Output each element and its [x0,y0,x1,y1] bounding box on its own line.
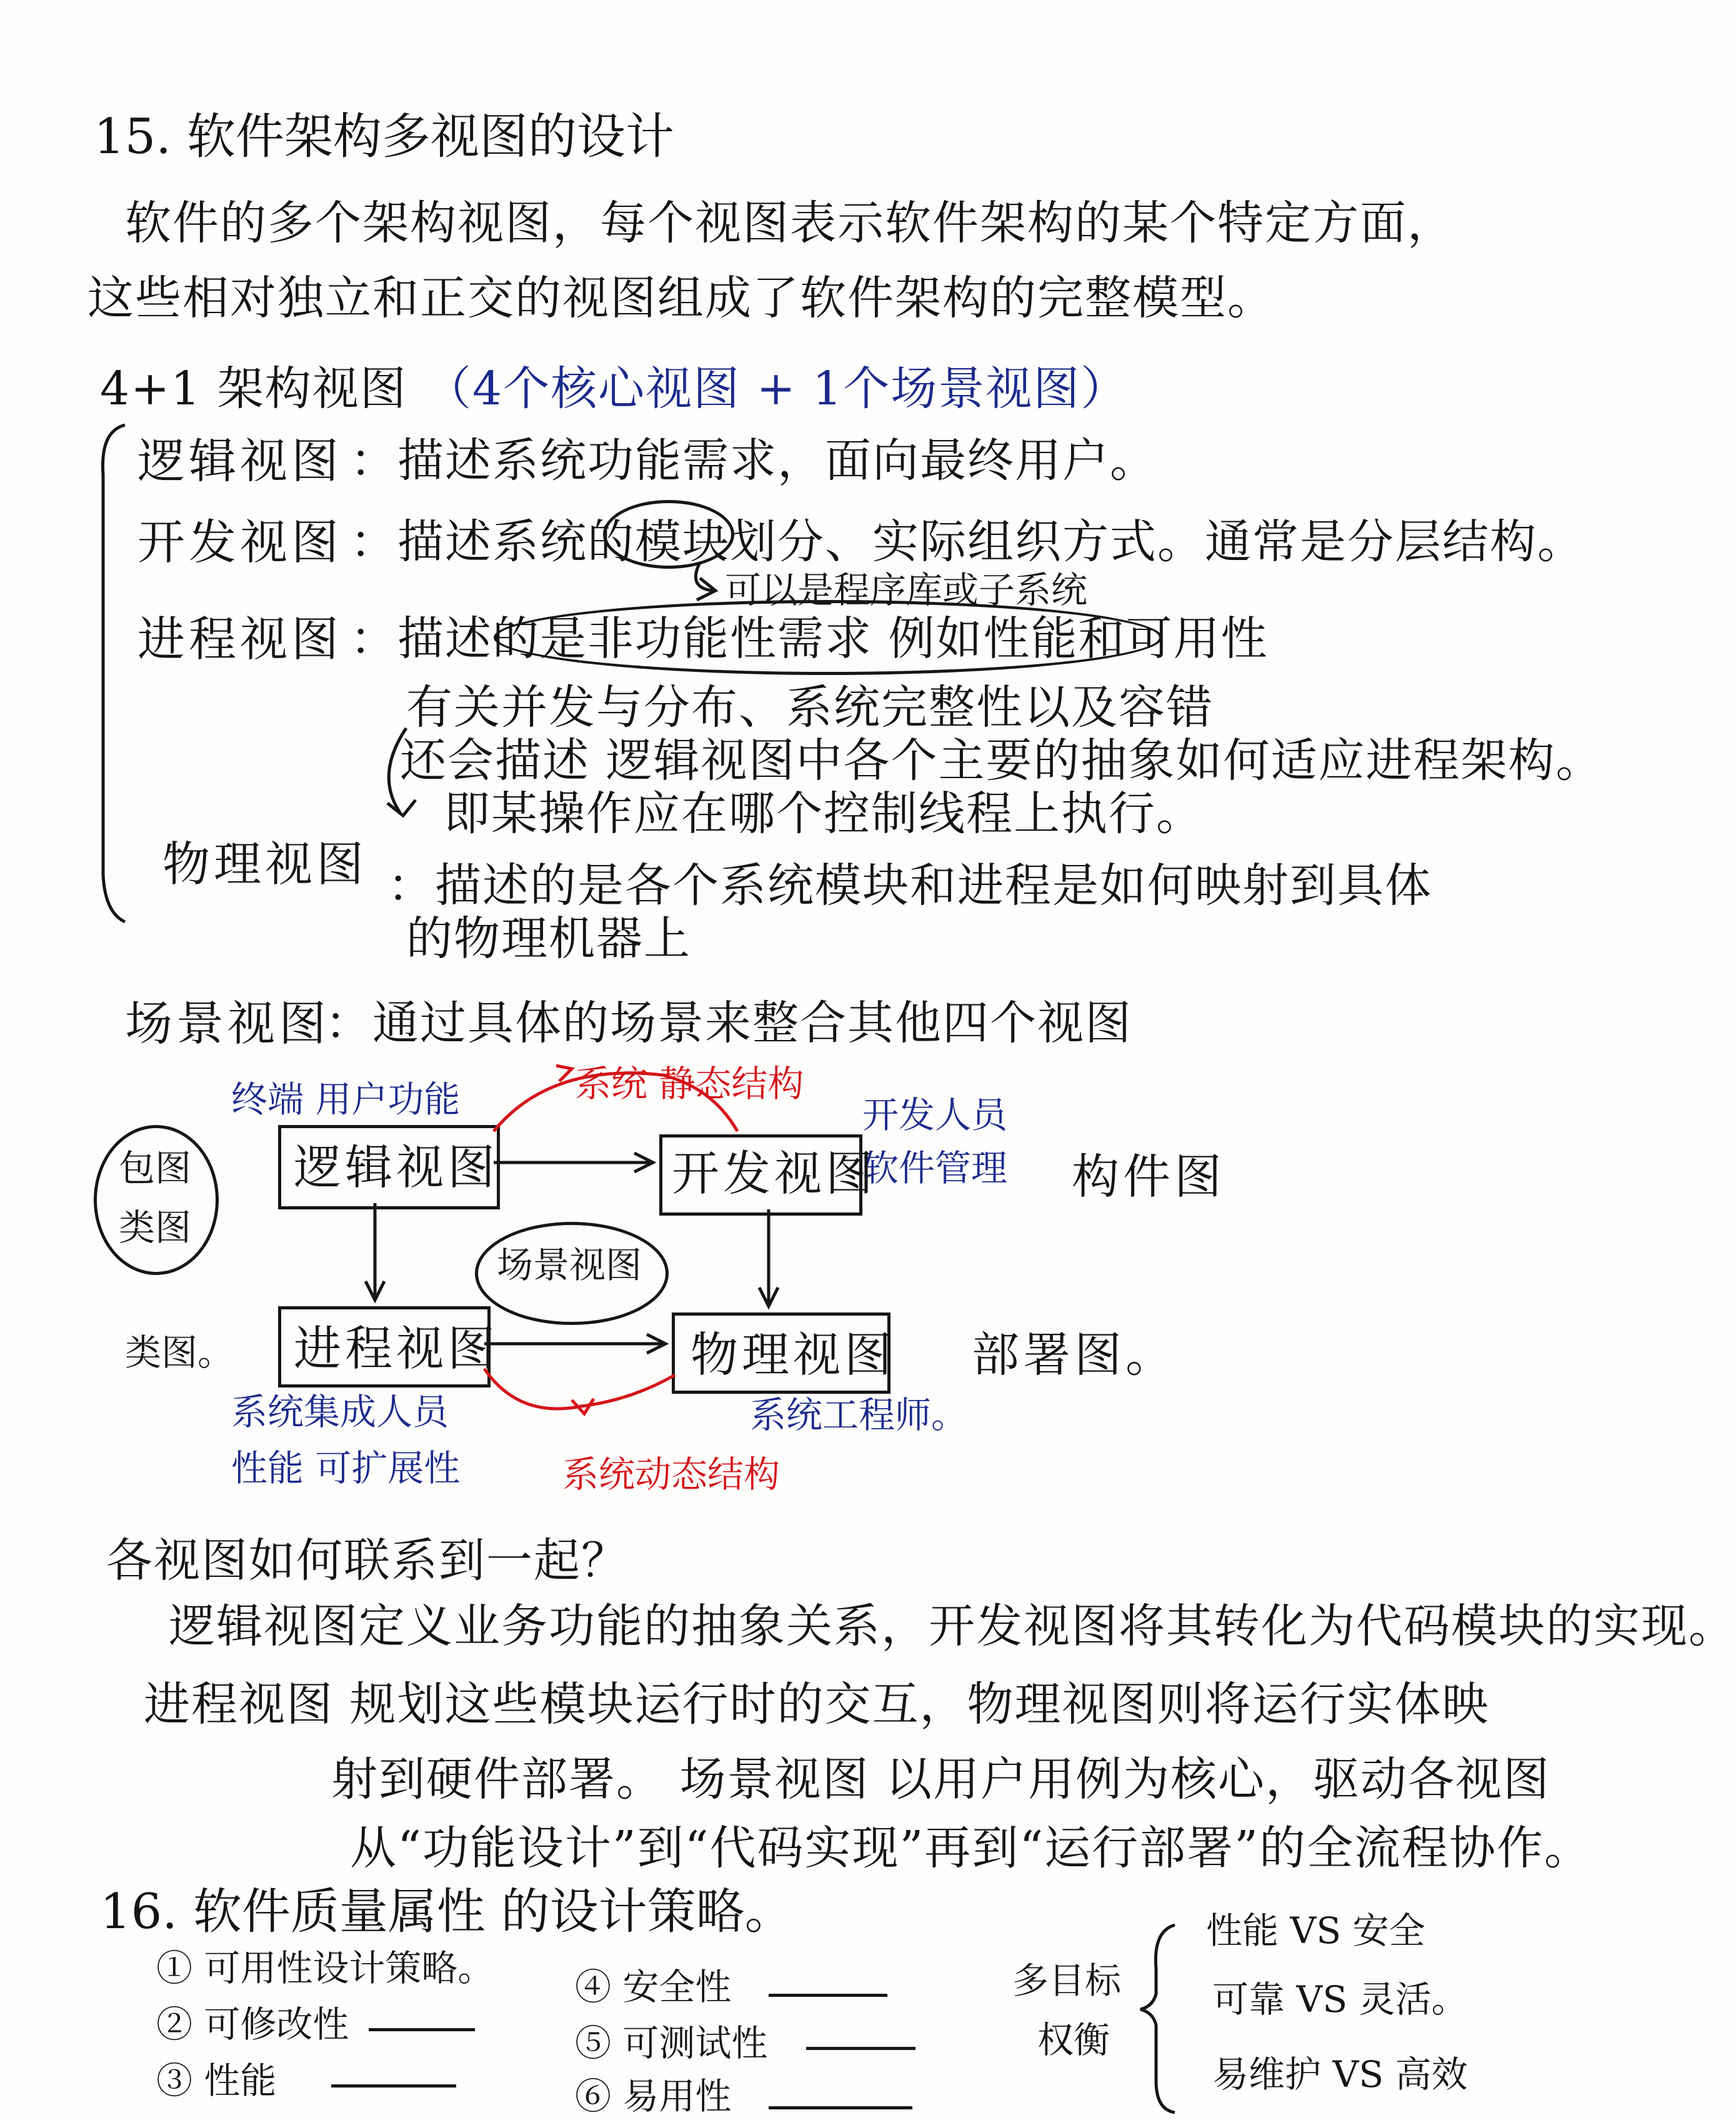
physical-diagram-label: 部署图。 [972,1327,1177,1382]
process-users-label-2: 性能 可扩展性 [231,1447,461,1489]
physical-view-box-label: 物理视图 [691,1327,895,1382]
logical-diagrams-label-1: 包图 [119,1147,192,1189]
logical-users-label: 终端 用户功能 [231,1078,461,1121]
intro-line-1: 软件的多个架构视图，每个视图表示软件架构的某个特定方面， [125,196,1455,250]
process-view-line3: 还会描述 逻辑视图中各个主要的抽象如何适应进程架构。 [400,734,1604,788]
development-diagram-label: 构件图 [1072,1149,1225,1204]
logical-diagrams-label-2: 类图 [119,1206,192,1249]
tradeoff-label-2: 权衡 [1037,2019,1110,2061]
process-view-box-label: 进程视图 [294,1321,499,1376]
tradeoff-item-2: 可靠 VS 灵活。 [1212,1978,1468,2021]
physical-users-label: 系统工程师。 [750,1394,968,1436]
quality-item-security: ④ 安全性 [575,1966,732,2008]
scenario-view-name: 场景视图 [125,996,330,1051]
section-15-title: 15. 软件架构多视图的设计 [94,109,674,165]
quality-item-availability: ① 可用性设计策略。 [156,1947,494,1989]
process-view-line2: 有关并发与分布、系统完整性以及容错 [406,681,1214,734]
intro-line-2: 这些相对独立和正交的视图组成了软件架构的完整模型。 [87,271,1275,325]
process-view-line4: 即某操作应在哪个控制线程上执行。 [444,787,1204,841]
development-users-label-1: 开发人员 [862,1094,1008,1136]
relation-line-3: 射到硬件部署。 场景视图 以用户用例为核心，驱动各视图 [331,1752,1551,1806]
process-view-desc: ：描述的是非功能性需求 例如性能和可用性 [350,612,1269,666]
relation-question: 各视图如何联系到一起？ [106,1534,629,1588]
quality-item-modifiability: ② 可修改性 [156,2003,349,2046]
model-label: 4+1 架构视图 [100,362,407,416]
scenario-view-oval-label: 场景视图 [497,1244,642,1286]
physical-view-desc: ：描述的是各个系统模块和进程是如何映射到具体 [387,859,1432,912]
tradeoff-label-1: 多目标 [1012,1959,1122,2002]
relation-line-1: 逻辑视图定义业务功能的抽象关系，开发视图将其转化为代码模块的实现。 [169,1599,1736,1653]
process-view-name: 进程视图 [137,611,342,667]
development-view-box-label: 开发视图 [672,1146,877,1201]
physical-view-line2: 的物理机器上 [406,912,691,966]
development-users-label-2: 软件管理 [862,1147,1008,1189]
logical-view-name: 逻辑视图 [137,433,342,489]
model-note: （4个核心视图 + 1个场景视图） [425,362,1129,416]
logical-view-desc: ：描述系统功能需求，面向最终用户。 [350,434,1157,488]
logical-view-box-label: 逻辑视图 [294,1139,499,1195]
physical-view-name: 物理视图 [162,836,367,892]
scenario-view-desc: ：通过具体的场景来整合其他四个视图 [325,996,1132,1050]
relation-line-4: 从“功能设计”到“代码实现”再到“运行部署”的全流程协作。 [350,1821,1592,1875]
development-view-name: 开发视图 [137,514,342,570]
quality-item-performance: ③ 性能 [156,2059,277,2102]
quality-item-usability: ⑥ 易用性 [575,2075,732,2118]
static-structure-label: 系统 静态结构 [575,1062,804,1105]
quality-item-testability: ⑤ 可测试性 [575,2022,768,2064]
tradeoff-item-3: 易维护 VS 高效 [1212,2053,1468,2096]
development-view-note: 可以是程序库或子系统 [725,569,1088,611]
relation-line-2: 进程视图 规划这些模块运行时的交互，物理视图则将运行实体映 [144,1678,1490,1731]
process-users-label-1: 系统集成人员 [231,1391,449,1433]
development-view-desc: ：描述系统的模块划分、实际组织方式。通常是分层结构。 [350,515,1585,569]
dynamic-structure-label: 系统动态结构 [562,1453,781,1496]
section-16-title: 16. 软件质量属性 的设计策略。 [100,1884,794,1940]
tradeoff-item-1: 性能 VS 安全 [1206,1909,1425,1952]
process-diagram-label: 类图。 [125,1331,234,1374]
